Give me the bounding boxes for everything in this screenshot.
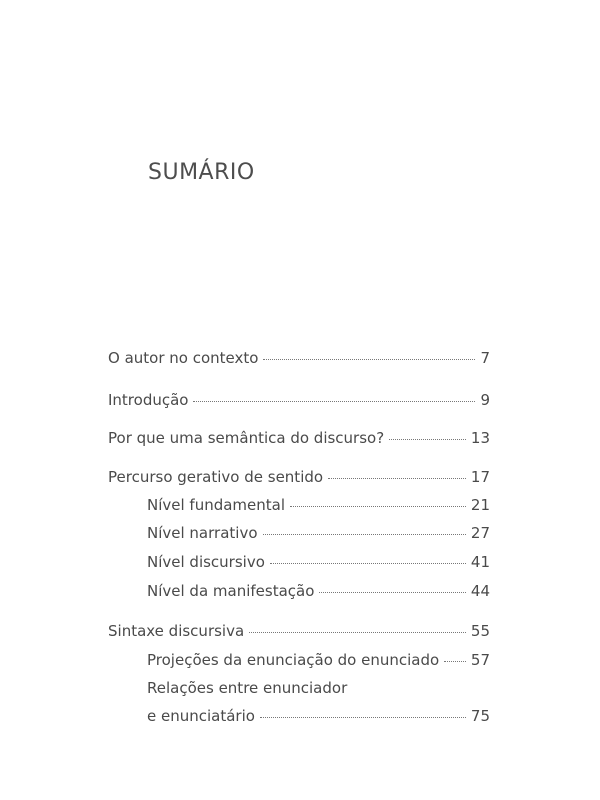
page-title: SUMÁRIO <box>148 160 255 185</box>
toc-entry-label: Projeções da enunciação do enunciado <box>147 651 440 669</box>
dot-leader <box>319 592 466 593</box>
dot-leader <box>270 563 466 564</box>
toc-entry-o-autor-no-contexto <box>108 348 490 368</box>
toc-entry-nivel-da-manifestacao <box>147 581 490 601</box>
dot-leader <box>389 439 466 440</box>
toc-entry-label: Nível fundamental <box>147 496 286 514</box>
dot-leader <box>263 534 466 535</box>
toc-entry-nivel-discursivo <box>147 552 490 572</box>
toc-entry-page: 9 <box>480 391 490 409</box>
toc-entry-relacoes-line1: Relações entre enunciador <box>147 679 348 697</box>
dot-leader <box>193 401 475 402</box>
toc-entry-label: Nível da manifestação <box>147 582 315 600</box>
dot-leader <box>249 632 466 633</box>
toc-entry-page: 41 <box>470 553 490 571</box>
toc-entry-page: 17 <box>470 468 490 486</box>
toc-entry-label: Sintaxe discursiva <box>108 622 245 640</box>
dot-leader <box>290 506 466 507</box>
toc-entry-page: 21 <box>470 496 490 514</box>
toc-entry-label: Percurso gerativo de sentido <box>108 468 324 486</box>
toc-entry-page: 13 <box>470 429 490 447</box>
dot-leader <box>263 359 475 360</box>
toc-entry-label: Nível narrativo <box>147 524 258 542</box>
toc-entry-label: Por que uma semântica do discurso? <box>108 429 385 447</box>
toc-entry-projecoes-da-enunciacao <box>147 650 490 670</box>
toc-entry-page: 27 <box>470 524 490 542</box>
dot-leader <box>444 661 466 662</box>
dot-leader <box>328 478 466 479</box>
toc-entry-nivel-narrativo <box>147 523 490 543</box>
toc-entry-label: O autor no contexto <box>108 349 259 367</box>
toc-entry-page: 75 <box>470 707 490 725</box>
toc-entry-page: 44 <box>470 582 490 600</box>
toc-entry-label: Nível discursivo <box>147 553 265 571</box>
toc-entry-label: e enunciatário <box>147 707 255 725</box>
toc-entry-percurso-gerativo <box>108 467 490 487</box>
dot-leader <box>260 717 466 718</box>
toc-entry-semantica-do-discurso <box>108 428 490 448</box>
toc-entry-relacoes-enunciador-enunciatario <box>147 706 490 726</box>
toc-entry-label: Introdução <box>108 391 189 409</box>
toc-entry-page: 7 <box>480 349 490 367</box>
toc-entry-nivel-fundamental <box>147 495 490 515</box>
toc-entry-page: 57 <box>470 651 490 669</box>
toc-entry-sintaxe-discursiva <box>108 621 490 641</box>
toc-entry-introducao <box>108 390 490 410</box>
toc-entry-page: 55 <box>470 622 490 640</box>
